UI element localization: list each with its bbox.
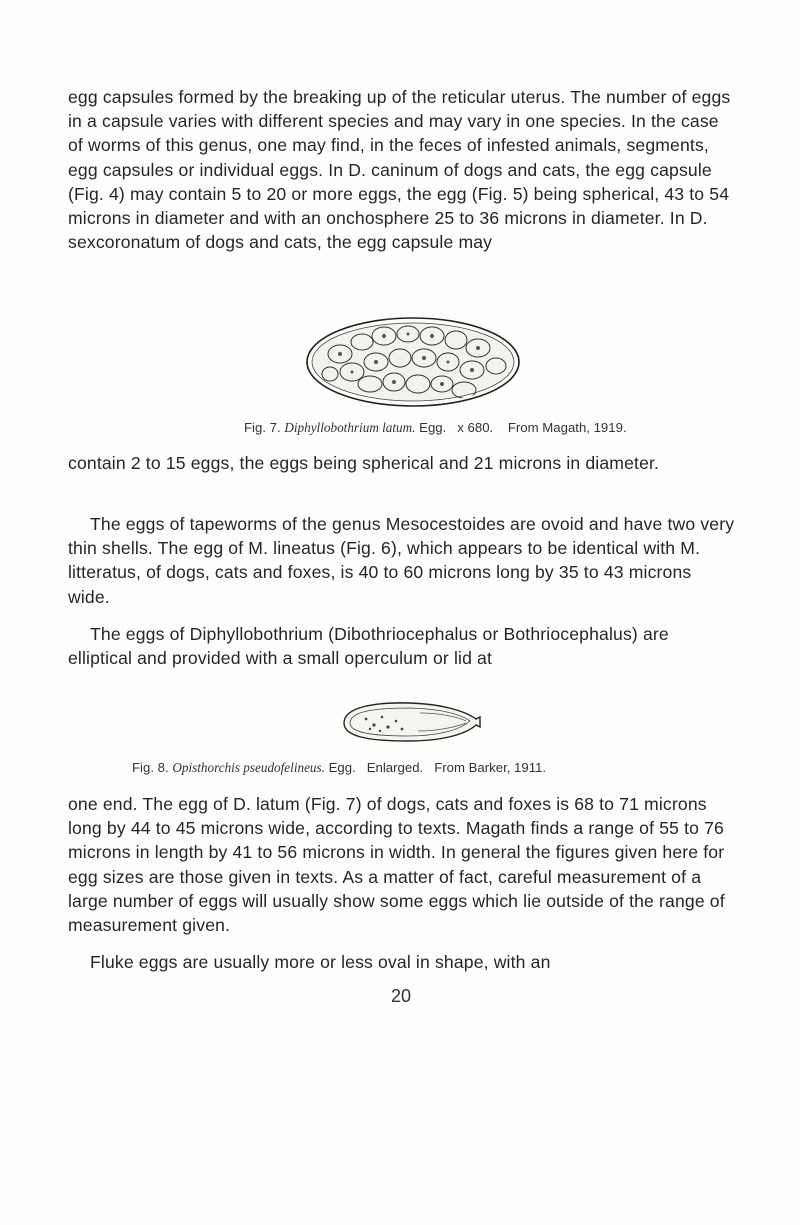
figure-8-details: Egg. Enlarged. From Barker, 1911. — [328, 760, 547, 775]
page-number: 20 — [391, 986, 412, 1006]
figure-7-egg-illustration — [300, 312, 530, 412]
figure-7-details: Egg. x 680. From Magath, 1919. — [419, 420, 627, 435]
figure-8-label: Fig. 8. — [132, 760, 169, 775]
paragraph-contain-eggs: contain 2 to 15 eggs, the eggs being spherical and 21 microns in diameter. — [68, 453, 660, 473]
figure-7-label: Fig. 7. — [244, 420, 281, 435]
paragraph-d-latum: one end. The egg of D. latum (Fig. 7) of dogs, cats and foxes is 68 to 71 microns long by 44 to 45 microns wide, according to texts. Magath finds a range of 55 to 76 microns in length by 41 to 56 microns in width. In general the figures given here for egg sizes are those given in texts. As a matter of fact, careful measurement of a large number of eggs will usually show some eggs which lie outside of the range of measurement given. — [68, 794, 725, 936]
figure-7-caption — [244, 420, 627, 436]
figure-8-caption — [132, 760, 546, 776]
figure-7-species: Diphyllobothrium latum. — [284, 420, 416, 435]
paragraph-egg-capsules: egg capsules formed by the breaking up of the reticular uterus. The number of eggs in a capsule varies with different species and may vary in one species. In the case of worms of this genus, one may find, in the feces of infested animals, segments, egg capsules or individual eggs. In D. caninum of dogs and cats, the egg capsule (Fig. 4) may contain 5 to 20 or more eggs, the egg (Fig. 5) being spherical, 43 to 54 microns in diameter and with an onchosphere 25 to 36 microns in diameter. In D. sexcoronatum of dogs and cats, the egg capsule may — [68, 87, 731, 253]
figure-8-species: Opisthorchis pseudofelineus. — [172, 760, 325, 775]
paragraph-diphyllobothrium: The eggs of Diphyllobothrium (Dibothriocephalus or Bothriocephalus) are elliptical and provided with a small operculum or lid at — [68, 624, 669, 669]
figure-8-egg-illustration — [330, 697, 490, 747]
paragraph-mesocestoides: The eggs of tapeworms of the genus Mesocestoides are ovoid and have two very thin shells. The egg of M. lineatus (Fig. 6), which appears to be identical with M. litteratus, of dogs, cats and foxes, is 40 to 60 microns long by 35 to 43 microns wide. — [68, 514, 735, 607]
paragraph-fluke-eggs: Fluke eggs are usually more or less oval in shape, with an — [90, 952, 551, 972]
